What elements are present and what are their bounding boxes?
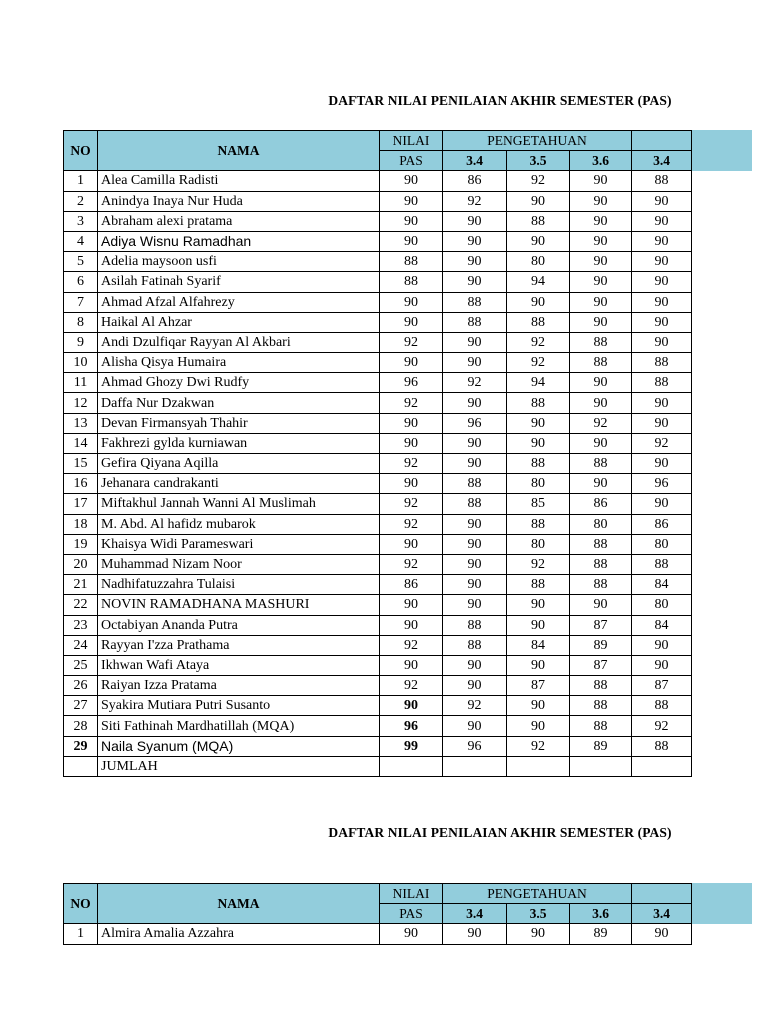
score-cell: 90 [570,292,632,312]
pas-score: 92 [380,676,443,696]
score-cell: 90 [507,924,570,944]
table-row [64,454,692,474]
pas-score: 90 [380,353,443,373]
header-no: NO [64,131,98,171]
pas-score: 90 [380,534,443,554]
row-no: 14 [64,433,98,453]
score-cell: 90 [507,696,570,716]
score-cell: 90 [632,494,692,514]
table-row [64,252,692,272]
pas-score: 90 [380,924,443,944]
student-name: Adelia maysoon usfi [98,252,380,272]
score-cell: 90 [443,554,507,574]
score-cell: 88 [632,373,692,393]
header-nama: NAMA [98,884,380,924]
score-cell [443,756,507,776]
score-cell [632,756,692,776]
table-row [64,696,692,716]
pas-score: 92 [380,514,443,534]
grades-table-2 [63,883,692,945]
table-row [64,615,692,635]
header-sub: 3.5 [507,151,570,171]
student-name: NOVIN RAMADHANA MASHURI [98,595,380,615]
score-cell: 84 [632,615,692,635]
student-name: Nadhifatuzzahra Tulaisi [98,575,380,595]
score-cell: 88 [632,736,692,756]
score-cell: 90 [443,595,507,615]
table-row [64,736,692,756]
score-cell: 90 [443,534,507,554]
score-cell: 90 [632,191,692,211]
pas-score: 88 [380,272,443,292]
header-sub: 3.5 [507,904,570,924]
score-cell: 90 [632,924,692,944]
score-cell: 80 [507,474,570,494]
table-row [64,413,692,433]
score-cell: 88 [443,312,507,332]
student-name: Miftakhul Jannah Wanni Al Muslimah [98,494,380,514]
score-cell: 96 [632,474,692,494]
table-row [64,272,692,292]
score-cell: 80 [507,534,570,554]
score-cell: 88 [570,454,632,474]
header-pengetahuan: PENGETAHUAN [443,131,632,151]
pas-score: 90 [380,696,443,716]
score-cell: 89 [570,635,632,655]
row-no: 2 [64,191,98,211]
score-cell: 92 [570,413,632,433]
score-cell: 87 [570,615,632,635]
student-name: Siti Fathinah Mardhatillah (MQA) [98,716,380,736]
score-cell: 88 [632,696,692,716]
score-cell: 90 [443,231,507,251]
pas-score: 86 [380,575,443,595]
pas-score: 90 [380,211,443,231]
student-name: Khaisya Widi Parameswari [98,534,380,554]
table-row [64,716,692,736]
score-cell [380,756,443,776]
pas-score: 88 [380,252,443,272]
table-row [64,924,692,944]
score-cell: 90 [507,413,570,433]
row-no: 20 [64,554,98,574]
student-name: Devan Firmansyah Thahir [98,413,380,433]
score-cell: 87 [570,655,632,675]
score-cell: 92 [443,191,507,211]
score-cell: 88 [507,454,570,474]
row-no: 22 [64,595,98,615]
table-row [64,676,692,696]
score-cell: 88 [570,353,632,373]
header-sub: 3.4 [443,151,507,171]
score-cell: 92 [507,171,570,191]
student-name: Alisha Qisya Humaira [98,353,380,373]
score-cell: 90 [443,716,507,736]
student-name: Jehanara candrakanti [98,474,380,494]
table-row [64,191,692,211]
score-cell: 90 [570,171,632,191]
pas-score: 90 [380,433,443,453]
row-no: 27 [64,696,98,716]
header-pas: PAS [380,151,443,171]
student-name: Abraham alexi pratama [98,211,380,231]
score-cell: 90 [570,272,632,292]
table-row [64,211,692,231]
student-name: Anindya Inaya Nur Huda [98,191,380,211]
row-no: 11 [64,373,98,393]
table-row [64,534,692,554]
score-cell: 86 [443,171,507,191]
grades-table [63,130,692,777]
header-pas: PAS [380,904,443,924]
score-cell: 88 [507,312,570,332]
row-no: 15 [64,454,98,474]
score-cell: 90 [443,332,507,352]
row-no: 7 [64,292,98,312]
table-row [64,595,692,615]
student-name: Muhammad Nizam Noor [98,554,380,574]
pas-score: 92 [380,554,443,574]
student-name: Raiyan Izza Pratama [98,676,380,696]
score-cell: 88 [570,575,632,595]
student-name: Ikhwan Wafi Ataya [98,655,380,675]
score-cell: 88 [632,554,692,574]
score-cell: 90 [443,676,507,696]
page-title-2: DAFTAR NILAI PENILAIAN AKHIR SEMESTER (PAS) [328,825,672,840]
score-cell: 86 [570,494,632,514]
score-cell: 90 [570,373,632,393]
pas-score: 90 [380,615,443,635]
table-row [64,353,692,373]
score-cell: 88 [570,332,632,352]
score-cell: 89 [570,736,632,756]
pas-score: 90 [380,171,443,191]
score-cell: 90 [507,433,570,453]
table-row [64,474,692,494]
student-name: Alea Camilla Radisti [98,171,380,191]
table-row [64,514,692,534]
score-cell: 90 [632,413,692,433]
header-nilai: NILAI [380,884,443,904]
header-sub: 3.4 [443,904,507,924]
score-cell: 90 [570,595,632,615]
score-cell: 88 [507,514,570,534]
score-cell: 88 [507,211,570,231]
pas-score: 92 [380,635,443,655]
score-cell: 94 [507,272,570,292]
pas-score: 90 [380,595,443,615]
student-name: M. Abd. Al hafidz mubarok [98,514,380,534]
score-cell: 90 [443,514,507,534]
pas-score: 92 [380,393,443,413]
score-cell: 84 [507,635,570,655]
table-row [64,575,692,595]
score-cell: 85 [507,494,570,514]
table-row [64,373,692,393]
score-cell: 89 [570,924,632,944]
score-cell: 90 [632,332,692,352]
row-no: 10 [64,353,98,373]
row-no: 18 [64,514,98,534]
score-cell: 90 [443,353,507,373]
student-name: Adiya Wisnu Ramadhan [98,231,380,251]
score-cell: 90 [507,595,570,615]
student-name: Rayyan I'zza Prathama [98,635,380,655]
score-cell: 90 [570,393,632,413]
score-cell: 92 [507,353,570,373]
header-sub: 3.4 [632,904,692,924]
row-no: 19 [64,534,98,554]
score-cell: 90 [507,615,570,635]
score-cell: 88 [443,615,507,635]
score-cell: 94 [507,373,570,393]
row-no: 25 [64,655,98,675]
score-cell: 88 [443,474,507,494]
row-no: 13 [64,413,98,433]
score-cell: 96 [443,736,507,756]
score-cell: 88 [570,554,632,574]
table-row [64,655,692,675]
score-cell: 80 [632,595,692,615]
table-row [64,171,692,191]
pas-score: 96 [380,373,443,393]
row-no: 16 [64,474,98,494]
student-name: Octabiyan Ananda Putra [98,615,380,635]
score-cell: 90 [507,231,570,251]
header-no: NO [64,884,98,924]
row-no: 17 [64,494,98,514]
score-cell: 92 [632,716,692,736]
header-nilai: NILAI [380,131,443,151]
score-cell: 80 [570,514,632,534]
pas-score: 90 [380,191,443,211]
score-cell: 88 [570,696,632,716]
total-label: JUMLAH [98,756,380,776]
score-cell: 90 [632,454,692,474]
table-row [64,494,692,514]
score-cell: 90 [632,252,692,272]
score-cell: 90 [570,474,632,494]
pas-score: 90 [380,655,443,675]
student-name: Daffa Nur Dzakwan [98,393,380,413]
score-cell: 80 [507,252,570,272]
score-cell: 92 [443,373,507,393]
score-cell: 90 [443,454,507,474]
table-row [64,393,692,413]
score-cell: 90 [632,211,692,231]
score-cell: 90 [570,252,632,272]
student-name: Ahmad Ghozy Dwi Rudfy [98,373,380,393]
total-row [64,756,692,776]
pas-score: 90 [380,231,443,251]
table-row [64,554,692,574]
header-pengetahuan: PENGETAHUAN [443,884,632,904]
score-cell: 90 [632,393,692,413]
score-cell: 88 [507,393,570,413]
header-blank [632,884,692,904]
score-cell: 88 [507,575,570,595]
score-cell: 88 [570,534,632,554]
score-cell: 92 [507,736,570,756]
row-no: 23 [64,615,98,635]
header-sub: 3.6 [570,904,632,924]
row-no: 24 [64,635,98,655]
student-name: Gefira Qiyana Aqilla [98,454,380,474]
score-cell [507,756,570,776]
header-sub: 3.4 [632,151,692,171]
score-cell: 90 [507,655,570,675]
score-cell: 90 [443,393,507,413]
score-cell: 92 [507,554,570,574]
score-cell: 80 [632,534,692,554]
student-name: Syakira Mutiara Putri Susanto [98,696,380,716]
score-cell: 90 [632,231,692,251]
row-no: 8 [64,312,98,332]
student-name: Fakhrezi gylda kurniawan [98,433,380,453]
score-cell: 92 [443,696,507,716]
student-name: Haikal Al Ahzar [98,312,380,332]
score-cell: 90 [443,272,507,292]
table-row [64,635,692,655]
header-nama: NAMA [98,131,380,171]
score-cell: 90 [632,635,692,655]
pas-score: 92 [380,332,443,352]
score-cell: 90 [632,655,692,675]
row-no: 4 [64,231,98,251]
row-no: 6 [64,272,98,292]
score-cell: 90 [632,272,692,292]
pas-score: 92 [380,454,443,474]
student-name: Naila Syanum (MQA) [98,736,380,756]
pas-score: 92 [380,494,443,514]
student-name: Ahmad Afzal Alfahrezy [98,292,380,312]
pas-score: 99 [380,736,443,756]
score-cell: 90 [443,433,507,453]
score-cell: 90 [570,211,632,231]
row-no: 28 [64,716,98,736]
score-cell: 90 [632,292,692,312]
score-cell: 90 [632,312,692,332]
score-cell: 88 [570,676,632,696]
row-no: 21 [64,575,98,595]
score-cell: 96 [443,413,507,433]
row-no: 26 [64,676,98,696]
header-sub: 3.6 [570,151,632,171]
score-cell: 88 [570,716,632,736]
score-cell: 84 [632,575,692,595]
row-no: 1 [64,171,98,191]
score-cell: 90 [443,252,507,272]
score-cell: 90 [570,231,632,251]
student-name: Andi Dzulfiqar Rayyan Al Akbari [98,332,380,352]
score-cell: 90 [443,655,507,675]
score-cell: 90 [570,191,632,211]
row-no: 12 [64,393,98,413]
pas-score: 96 [380,716,443,736]
score-cell: 86 [632,514,692,534]
score-cell: 88 [632,171,692,191]
score-cell: 88 [443,292,507,312]
score-cell: 88 [443,494,507,514]
score-cell: 88 [443,635,507,655]
table-row [64,433,692,453]
pas-score: 90 [380,413,443,433]
score-cell: 87 [507,676,570,696]
score-cell: 90 [443,575,507,595]
row-no: 3 [64,211,98,231]
score-cell: 87 [632,676,692,696]
row-no: 1 [64,924,98,944]
pas-score: 90 [380,292,443,312]
score-cell: 90 [443,211,507,231]
header-blank [632,131,692,151]
pas-score: 90 [380,312,443,332]
table-row [64,231,692,251]
row-no: 29 [64,736,98,756]
score-cell: 92 [507,332,570,352]
page-title: DAFTAR NILAI PENILAIAN AKHIR SEMESTER (PAS) [328,93,672,108]
score-cell: 90 [570,433,632,453]
pas-score: 90 [380,474,443,494]
row-no [64,756,98,776]
table-row [64,292,692,312]
student-name: Almira Amalia Azzahra [98,924,380,944]
score-cell: 90 [507,191,570,211]
score-cell: 90 [570,312,632,332]
score-cell: 92 [632,433,692,453]
row-no: 9 [64,332,98,352]
student-name: Asilah Fatinah Syarif [98,272,380,292]
row-no: 5 [64,252,98,272]
table-row [64,332,692,352]
table-row [64,312,692,332]
score-cell: 90 [507,716,570,736]
score-cell [570,756,632,776]
score-cell: 90 [443,924,507,944]
score-cell: 88 [632,353,692,373]
score-cell: 90 [507,292,570,312]
